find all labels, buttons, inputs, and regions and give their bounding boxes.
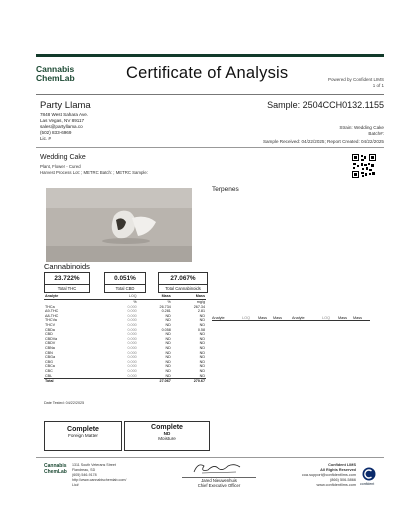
confident-brand: confident	[360, 482, 375, 486]
cell: ND	[165, 359, 171, 364]
foreign-matter-status: Complete	[67, 426, 99, 433]
page-title: Certificate of Analysis	[126, 64, 289, 82]
cell: ND	[199, 341, 205, 346]
cell: 27.067	[138, 379, 172, 384]
lab-logo	[36, 65, 96, 83]
cell: ND	[199, 368, 205, 373]
foreign-matter-box	[44, 421, 122, 451]
cell: ND	[165, 318, 171, 323]
qr-code-icon[interactable]	[352, 154, 376, 178]
cell: 0.000	[127, 373, 137, 378]
cell: 0.000	[127, 318, 137, 323]
total-cannabinoids-label: Total Cannabinoids	[159, 284, 207, 291]
lab-address-line[interactable]: http://www.cannabischemlab.com/	[72, 478, 127, 482]
address-line: (502) 833-6969	[40, 130, 72, 135]
cell: 0.000	[127, 345, 137, 350]
sample-id: Sample: 2504CCH0132.1155	[267, 100, 384, 110]
total-cannabinoids-value: 27.067%	[170, 275, 196, 282]
cell: THCV	[45, 322, 56, 327]
lab-address-line: Flandreau, SD	[72, 468, 96, 472]
cell: THCVa	[45, 318, 57, 323]
terp-col: Analyte	[292, 316, 305, 320]
terpenes-table-header	[212, 316, 370, 321]
cell: 0.000	[127, 309, 137, 314]
cell: ND	[199, 364, 205, 369]
cell: CBD	[45, 332, 53, 337]
product-lots: Harvest Process Lot: ; METRC Batch: ; METRC Sample:	[40, 169, 148, 175]
cell: ND	[165, 355, 171, 360]
divider	[36, 457, 384, 458]
cannabinoids-title: Cannabinoids	[44, 262, 90, 271]
foreign-matter-label: Foreign Matter	[68, 433, 98, 438]
date-tested: Date Tested: 04/22/2025	[44, 401, 85, 405]
cell: CBC	[45, 368, 53, 373]
terp-col: Mass	[353, 316, 363, 320]
cell: ND	[199, 336, 205, 341]
cell: ND	[199, 313, 205, 318]
cell: ND	[199, 318, 205, 323]
total-cannabinoids-box	[158, 272, 208, 293]
lims-line: Confident LIMS	[328, 463, 356, 467]
footer-logo	[44, 464, 67, 475]
cell: 0.281	[161, 309, 171, 314]
received-date: Sample Received: 04/22/2025; Report Created: 04/22/2025	[262, 139, 384, 144]
cell: ND	[165, 322, 171, 327]
address-line: Las Vegas, NV 89117	[40, 118, 85, 123]
cell: ND	[165, 341, 171, 346]
col-mass: Mass	[172, 294, 206, 300]
cell: ND	[165, 350, 171, 355]
total-cbd-value: 0.051%	[114, 275, 136, 282]
cell: CBCa	[45, 364, 55, 369]
total-thc-box	[44, 272, 90, 293]
cell: 0.000	[127, 364, 137, 369]
product-type: Plant, Flower - Cured	[40, 164, 81, 169]
address-line: sales@partyllama.co	[40, 124, 83, 129]
cell: ND	[165, 368, 171, 373]
cell: 2.81	[197, 309, 205, 314]
header-rule	[36, 54, 384, 57]
powered-by-text: Powered by Confident LIMS	[327, 77, 384, 82]
table-total-row	[44, 379, 206, 384]
cell: THCa	[45, 304, 55, 309]
cell: CBG	[45, 359, 53, 364]
lims-line[interactable]: www.confidentlims.com	[316, 483, 356, 487]
terp-col: Mass	[273, 316, 283, 320]
cell: 0.058	[161, 327, 171, 332]
cell: 0.000	[127, 350, 137, 355]
cell: 0.000	[127, 355, 137, 360]
lims-info	[302, 463, 356, 488]
cell: 0.000	[127, 304, 137, 309]
cell: CBDV	[45, 341, 56, 346]
cell: ND	[199, 345, 205, 350]
cell: 0.000	[127, 359, 137, 364]
terp-col: LOQ	[242, 316, 251, 320]
col-loq: LOQ	[109, 294, 138, 300]
cell: 0.000	[127, 336, 137, 341]
total-cbd-box	[104, 272, 146, 293]
total-thc-value: 23.722%	[54, 275, 80, 282]
cell: ND	[165, 373, 171, 378]
footer-logo-line2: ChemLab	[44, 468, 67, 475]
logo-line1: Cannabis	[36, 64, 75, 74]
product-details	[40, 164, 148, 175]
cell: Total	[44, 379, 109, 384]
cell: ND	[165, 345, 171, 350]
cell: ND	[199, 355, 205, 360]
cell: 26.734	[159, 304, 171, 309]
cell: 0.58	[197, 327, 205, 332]
client-name: Party Llama	[40, 100, 91, 111]
product-name: Wedding Cake	[40, 154, 86, 161]
cell: ND	[165, 332, 171, 337]
lims-line[interactable]: coa.support@confidentlims.com	[301, 473, 356, 477]
cell: CBN	[45, 350, 53, 355]
signature	[188, 460, 248, 476]
unit: mg/g	[196, 300, 205, 304]
cell: 0.000	[127, 341, 137, 346]
cannabinoids-table	[44, 294, 206, 384]
terp-col: LOQ	[322, 316, 331, 320]
cell: 270.67	[172, 379, 206, 384]
page-number: 1 of 1	[372, 83, 384, 88]
footer-logo-line1: Cannabis	[44, 463, 67, 469]
cell: CBDVa	[45, 336, 58, 341]
address-line: 7848 West Sahara Ave.	[40, 112, 89, 117]
strain: Strain: Wedding Cake	[339, 125, 384, 130]
cell: CBDa	[45, 327, 55, 332]
total-thc-label: Total THC	[45, 284, 89, 291]
col-analyte: Analyte	[44, 294, 109, 300]
confident-logo-icon	[362, 467, 376, 481]
address-line: Lic. #	[40, 136, 51, 141]
moisture-label: Moisture	[158, 436, 176, 441]
lab-address	[72, 463, 126, 488]
signer-name: Jared Nieuwenhuis	[201, 478, 237, 483]
cell: ND	[165, 313, 171, 318]
signer-title: Chief Executive Officer	[197, 483, 241, 488]
terp-col: Mass	[338, 316, 348, 320]
cell: ND	[199, 359, 205, 364]
unit: %	[167, 300, 171, 304]
sample-photo	[46, 188, 192, 262]
cell: ND	[199, 332, 205, 337]
batch: Batch#:	[368, 131, 384, 136]
cell: CBNa	[45, 345, 55, 350]
cell: Δ8-THC	[45, 313, 59, 318]
powered-by	[328, 77, 384, 89]
moisture-box	[124, 421, 210, 451]
sample-info	[339, 125, 384, 137]
signer	[182, 478, 256, 488]
cell	[109, 379, 138, 384]
unit: %	[133, 300, 137, 304]
terpenes-title: Terpenes	[212, 186, 239, 193]
cell: CBGa	[45, 355, 56, 360]
lab-address-line: Lic#	[72, 483, 79, 487]
cell: 0.000	[127, 322, 137, 327]
divider	[36, 94, 384, 95]
cell: 0.000	[127, 327, 137, 332]
cell: CBL	[45, 373, 53, 378]
cell: ND	[165, 364, 171, 369]
cell: 267.34	[193, 304, 205, 309]
cell: ND	[199, 373, 205, 378]
cell: 0.000	[127, 368, 137, 373]
lab-address-line: (605) 546-9178	[72, 473, 97, 477]
logo-line2: ChemLab	[36, 73, 75, 83]
moisture-result: ND	[163, 431, 171, 436]
col-mass: Mass	[138, 294, 172, 300]
cell: 0.000	[127, 313, 137, 318]
moisture-status: Complete	[151, 424, 183, 431]
lims-line: All Rights Reserved	[320, 468, 356, 472]
lab-address-line: 1311 South Veterans Street	[72, 463, 116, 467]
cell: 0.000	[127, 332, 137, 337]
terp-col: Mass	[258, 316, 268, 320]
lims-line: (866) 506-5866	[330, 478, 356, 482]
cell: ND	[165, 336, 171, 341]
cell: ND	[199, 322, 205, 327]
cell: Δ9-THC	[45, 309, 59, 314]
cell: ND	[199, 350, 205, 355]
divider	[36, 147, 384, 148]
total-cbd-label: Total CBD	[105, 284, 145, 291]
client-address	[40, 112, 88, 142]
terp-col: Analyte	[212, 316, 225, 320]
